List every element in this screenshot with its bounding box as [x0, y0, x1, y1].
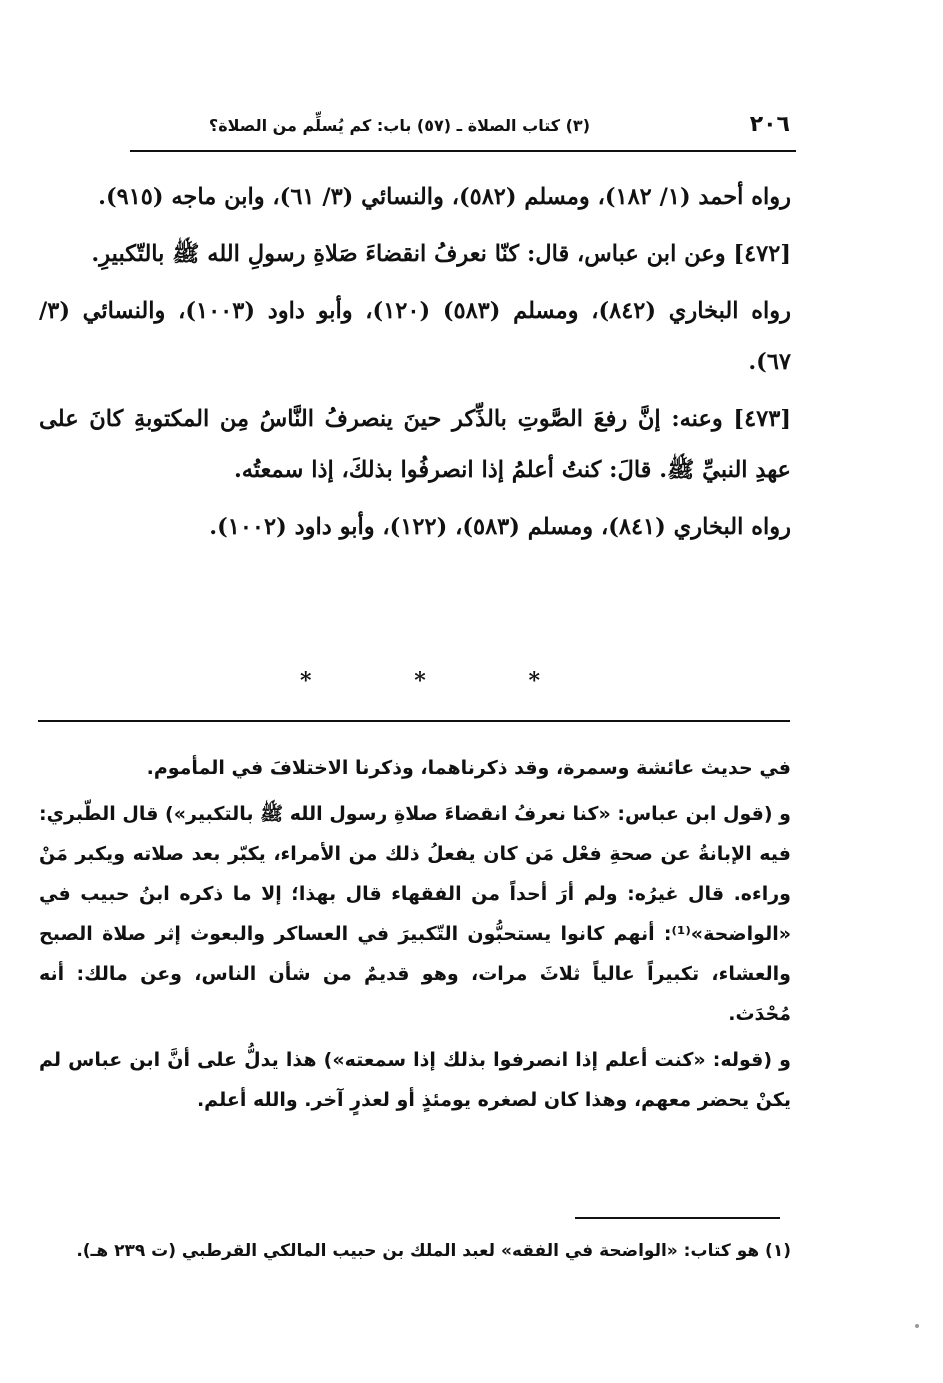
hadith-text: وعن ابن عباس، قال: كنّا نعرفُ انقضاءَ صَلاةِ رسولِ الله ﷺ بالتّكبيرِ. [91, 241, 726, 267]
commentary-paragraph: و (قول ابن عباس: «كنا نعرفُ انقضاءَ صلاةِ رسول الله ﷺ بالتكبير») قال الطّبري: فيه الإبانةُ عن صحةِ فعْل مَن كان يفعلُ ذلك من الأمراء، يكبّر بعد صلاته ويكبر مَنْ وراءه. قال غيرُه: ولم أرَ أحداً من الفقهاء قال بهذا؛ إلا ما ذكره ابنُ حبيب في «الواضحة»⁽¹⁾: أنهم كانوا يستحبُّون التّكبيرَ في العساكر والبعوث إثر صلاة الصبح والعشاء، تكبيراً عالياً ثلاثَ مرات، وهو قديمٌ من شأن الناس، وعن مالك: أنه مُحْدَث. [39, 803, 791, 1025]
running-title: (٣) كتاب الصلاة ـ (٥٧) باب: كم يُسلِّم من الصلاة؟ [208, 116, 590, 135]
hadith-473 [39, 394, 791, 496]
star-glyph: * [528, 668, 540, 694]
main-text [39, 172, 791, 559]
footnote-rule [575, 1217, 780, 1219]
commentary-paragraph: في حديث عائشة وسمرة، وقد ذكرناهما، وذكرنا الاختلافَ في المأموم. [146, 757, 791, 779]
header-rule [130, 150, 796, 152]
scan-speck [915, 1324, 919, 1328]
hadith-number: [٤٧٢] [733, 241, 791, 267]
hadith-text: وعنه: إنَّ رفعَ الصَّوتِ بالذِّكر حينَ ينصرفُ النَّاسُ مِن المكتوبةِ كانَ على عهدِ النبيِّ ﷺ. قالَ: كنتُ أعلمُ إذا انصرفُوا بذلكَ، إذا سمعتُه. [39, 406, 791, 483]
takhrij-paragraph: رواه أحمد (١/ ١٨٢)، ومسلم (٥٨٢)، والنسائي (٣/ ٦١)، وابن ماجه (٩١٥). [98, 184, 791, 210]
footnote-text: (١) هو كتاب: «الواضحة في الفقه» لعبد الملك بن حبيب المالكي القرطبي (ت ٢٣٩ هـ). [76, 1241, 791, 1261]
commentary-divider [38, 720, 790, 722]
commentary-text [39, 748, 791, 1126]
star-glyph: * [414, 668, 426, 694]
hadith-472 [39, 229, 791, 280]
commentary-paragraph: و (قوله: «كنت أعلم إذا انصرفوا بذلك إذا سمعته») هذا يدلُّ على أنَّ ابن عباس لم يكنْ يحضر معهم، وهذا كان لصغره يومئذٍ أو لعذرٍ آخر. والله أعلم. [39, 1049, 791, 1111]
page-header [130, 110, 790, 150]
hadith-number: [٤٧٣] [733, 406, 791, 432]
page-number: ٢٠٦ [749, 112, 790, 137]
star-glyph: * [300, 668, 312, 694]
takhrij-paragraph: رواه البخاري (٨٤٢)، ومسلم (٥٨٣) (١٢٠)، وأبو داود (١٠٠٣)، والنسائي (٣/ ٦٧). [39, 298, 791, 375]
footnote [39, 1236, 791, 1266]
takhrij-paragraph: رواه البخاري (٨٤١)، ومسلم (٥٨٣)، (١٢٢)، وأبو داود (١٠٠٢). [209, 514, 791, 540]
section-separator-stars [300, 668, 540, 698]
